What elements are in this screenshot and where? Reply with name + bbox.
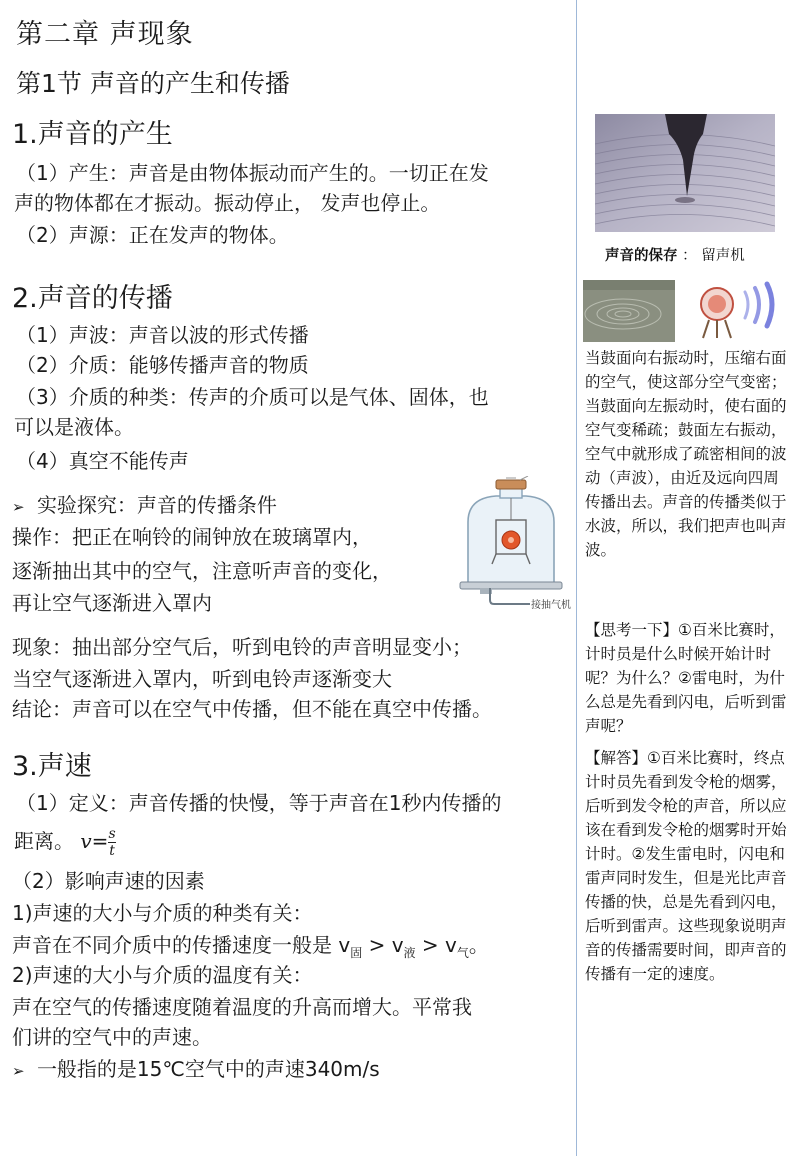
speed-factor-1: 1)声速的大小与介质的种类有关： xyxy=(12,901,313,925)
section-title: 第1节 声音的产生和传播 xyxy=(16,69,290,98)
period-mark: 。 xyxy=(468,933,489,957)
arrow-bullet-icon: ➢ xyxy=(12,498,25,516)
pump-label: 接抽气机 xyxy=(531,600,571,611)
experiment-line-2: 逐渐抽出其中的空气，注意听声音的变化， xyxy=(12,559,392,583)
v-liquid: $v_液$ xyxy=(391,933,416,960)
caption-separator: ： xyxy=(682,248,697,264)
greater-than-2: > xyxy=(421,933,439,957)
think-about-it-question: 【思考一下】①百米比赛时，计时员是什么时候开始计时呢？为什么？②雷电时，为什么总是先看到闪电，后听到雷声呢？ xyxy=(585,621,787,735)
speed-definition-line-1: （1）定义：声音传播的快慢，等于声音在1秒内传播的 xyxy=(16,791,502,815)
bell-jar-illustration xyxy=(456,476,576,608)
speed-factors-title: （2）影响声速的因素 xyxy=(12,869,205,893)
heading-sound-speed: 3.声速 xyxy=(12,751,92,782)
heading-sound-propagation: 2.声音的传播 xyxy=(12,283,173,314)
greater-than-1: > xyxy=(368,933,386,957)
speed-factor-2-detail-2: 们讲的空气中的声速。 xyxy=(12,1025,212,1049)
propagation-line-3: （3）介质的种类：传声的介质可以是气体、固体，也 xyxy=(16,385,489,409)
caption-phonograph: 留声机 xyxy=(701,248,745,264)
v-gas: $v_气$ xyxy=(445,933,469,960)
formula-equals: = xyxy=(91,829,109,853)
formula-denominator: t xyxy=(109,843,115,859)
speed-note: 一般指的是15℃空气中的声速340m/s xyxy=(36,1057,380,1081)
phenomenon-line-2: 当空气逐渐进入罩内，听到电铃声逐渐变大 xyxy=(12,667,392,691)
v-solid: $v_固$ xyxy=(338,933,363,960)
answer-explanation: 【解答】①百米比赛时，终点计时员先看到发令枪的烟雾，后听到发令枪的声音，所以应该在看到发令枪的烟雾时开始计时。②发生雷电时，闪电和雷声同时发生，但是光比声音传播的快，总是先看到闪电，后听到雷声。这些现象说明声音的传播需要时间，即声音的传播有一定的速度。 xyxy=(585,749,787,983)
experiment-title: 实验探究：声音的传播条件 xyxy=(36,493,277,517)
notes-sidebar xyxy=(583,0,795,1156)
water-ripple-photo xyxy=(583,280,675,342)
column-divider xyxy=(576,0,577,1156)
speed-factor-2-detail-1: 声在空气的传播速度随着温度的升高而增大。平常我 xyxy=(12,995,472,1019)
experiment-line-1: 操作：把正在响铃的闹钟放在玻璃罩内， xyxy=(12,525,372,549)
arrow-bullet-icon: ➢ xyxy=(12,1062,25,1080)
experiment-title-row xyxy=(12,490,277,522)
phenomenon-line-1: 现象：抽出部分空气后，听到电铃的声音明显变小； xyxy=(12,635,472,659)
speed-definition-line-2 xyxy=(14,826,116,858)
production-line-2: 声的物体都在才振动。振动停止， 发声也停止。 xyxy=(14,191,441,215)
medium-speed-text: 声音在不同介质中的传播速度一般是 xyxy=(12,933,332,957)
formula-fraction xyxy=(108,827,115,858)
conclusion-line: 结论：声音可以在空气中传播，但不能在真空中传播。 xyxy=(12,697,492,721)
heading-sound-production: 1.声音的产生 xyxy=(12,119,173,150)
definition-distance-text: 距离。 xyxy=(14,829,74,853)
phonograph-needle-photo xyxy=(595,114,775,232)
production-line-1: （1）产生：声音是由物体振动而产生的。一切正在发 xyxy=(16,161,489,185)
propagation-line-4: 可以是液体。 xyxy=(14,415,134,439)
phonograph-caption xyxy=(605,244,745,265)
speed-factor-2: 2)声速的大小与介质的温度有关： xyxy=(12,963,313,987)
experiment-line-3: 再让空气逐渐进入罩内 xyxy=(12,591,212,615)
formula-numerator: s xyxy=(108,826,116,842)
vibrating-drum-illustration xyxy=(691,280,787,342)
propagation-line-1: （1）声波：声音以波的形式传播 xyxy=(16,323,309,347)
drum-sound-wave-explanation: 当鼓面向右振动时，压缩右面的空气，使这部分空气变密；当鼓面向左振动时，使右面的空气变稀疏；鼓面左右振动，空气中就形成了疏密相间的波动（声波），由近及远向四周传播出去。声音的传播类似于水波，所以，我们把声也叫声波。 xyxy=(585,349,787,559)
speed-note-row xyxy=(12,1054,380,1086)
formula-v: v xyxy=(80,829,92,853)
production-line-3: （2）声源：正在发声的物体。 xyxy=(16,223,289,247)
caption-sound-storage: 声音的保存 xyxy=(605,248,678,264)
chapter-title: 第二章 声现象 xyxy=(16,19,194,50)
propagation-line-5: （4）真空不能传声 xyxy=(16,449,189,473)
propagation-line-2: （2）介质：能够传播声音的物质 xyxy=(16,353,309,377)
